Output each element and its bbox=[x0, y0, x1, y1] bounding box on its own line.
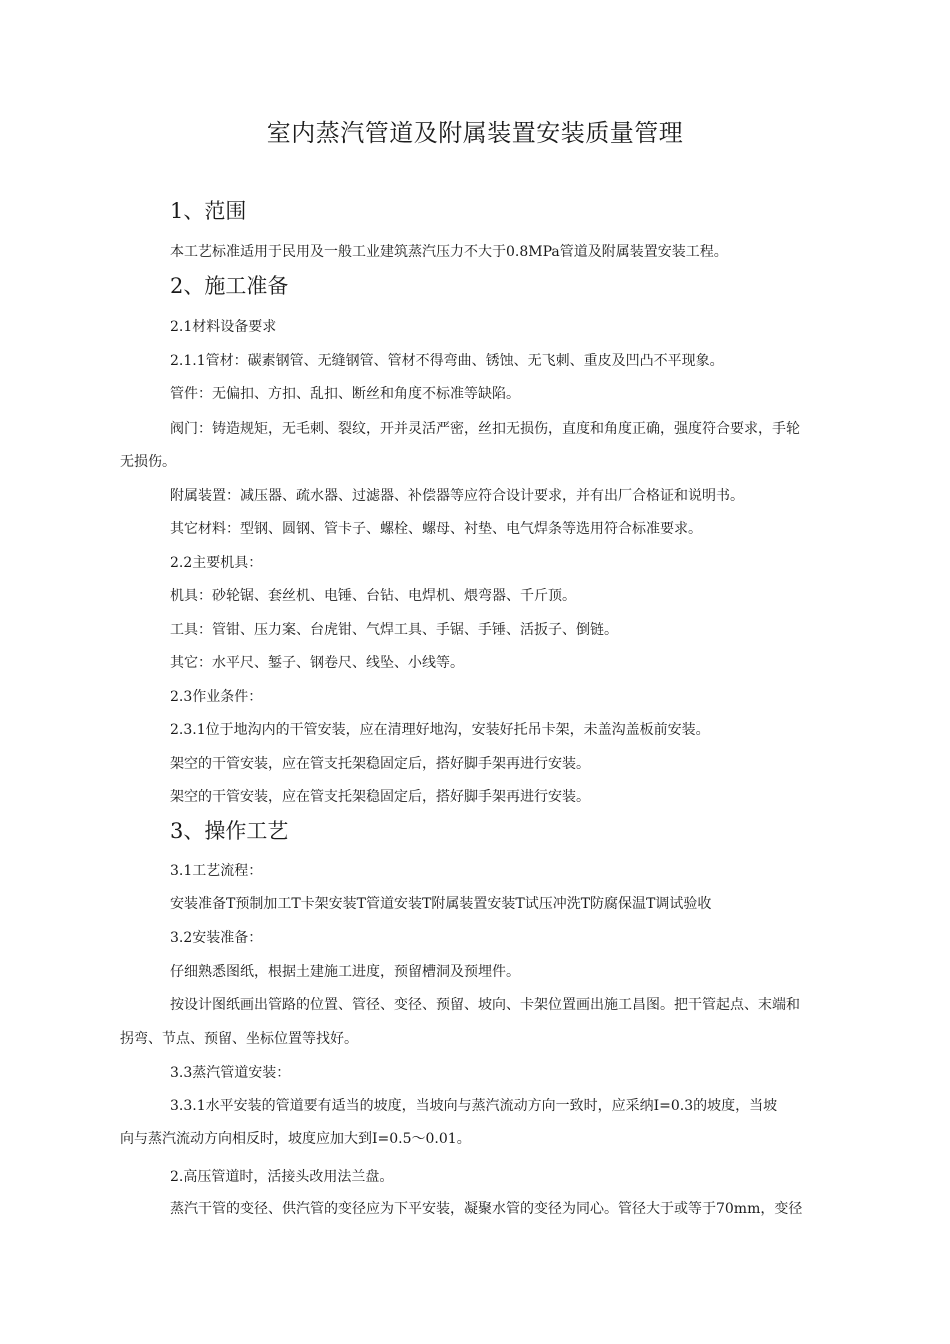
section-heading-scope: 1、范围 bbox=[170, 199, 247, 223]
paragraph: 附属装置：减压器、疏水器、过滤器、补偿器等应符合设计要求，并有出厂合格证和说明书。 bbox=[170, 488, 744, 504]
paragraph-continuation: 拐弯、节点、预留、坐标位置等找好。 bbox=[120, 1031, 358, 1047]
section-heading-preparation: 2、施工准备 bbox=[170, 274, 289, 298]
paragraph: 工具：管钳、压力案、台虎钳、气焊工具、手锯、手锤、活扳子、倒链。 bbox=[170, 622, 618, 638]
paragraph: 本工艺标准适用于民用及一般工业建筑蒸汽压力不大于0.8MPa管道及附属装置安装工程。 bbox=[170, 244, 728, 260]
paragraph: 阀门：铸造规矩，无毛刺、裂纹，开并灵活严密，丝扣无损伤，直度和角度正确，强度符合要求，手轮 bbox=[170, 421, 800, 437]
subheading: 2.2主要机具： bbox=[170, 555, 263, 571]
paragraph: 3.3.1水平安装的管道要有适当的坡度，当坡向与蒸汽流动方向一致时，应采纳I=0.3的坡度，当坡 bbox=[170, 1098, 778, 1114]
paragraph: 机具：砂轮锯、套丝机、电锤、台钻、电焊机、煨弯器、千斤顶。 bbox=[170, 588, 576, 604]
paragraph: 其它：水平尺、錾子、钢卷尺、线坠、小线等。 bbox=[170, 655, 464, 671]
paragraph: 管件：无偏扣、方扣、乱扣、断丝和角度不标准等缺陷。 bbox=[170, 386, 520, 402]
subheading: 3.2安装准备： bbox=[170, 930, 263, 946]
paragraph: 其它材料：型钢、圆钢、管卡子、螺栓、螺母、衬垫、电气焊条等选用符合标准要求。 bbox=[170, 521, 702, 537]
subheading: 2.3作业条件： bbox=[170, 689, 263, 705]
paragraph: 架空的干管安装，应在管支托架稳固定后，搭好脚手架再进行安装。 bbox=[170, 756, 590, 772]
paragraph-continuation: 无损伤。 bbox=[120, 454, 176, 470]
paragraph: 仔细熟悉图纸，根据土建施工进度，预留槽洞及预埋件。 bbox=[170, 964, 520, 980]
paragraph: 架空的干管安装，应在管支托架稳固定后，搭好脚手架再进行安装。 bbox=[170, 789, 590, 805]
document-title: 室内蒸汽管道及附属装置安装质量管理 bbox=[266, 119, 684, 147]
subheading: 2.1材料设备要求 bbox=[170, 319, 277, 335]
paragraph: 蒸汽干管的变径、供汽管的变径应为下平安装，凝聚水管的变径为同心。管径大于或等于70mm，变径 bbox=[170, 1201, 803, 1217]
paragraph: 2.1.1管材：碳素钢管、无缝钢管、管材不得弯曲、锈蚀、无飞刺、重皮及凹凸不平现象。 bbox=[170, 353, 724, 369]
paragraph: 2.3.1位于地沟内的干管安装，应在清理好地沟，安装好托吊卡架，未盖沟盖板前安装。 bbox=[170, 722, 710, 738]
paragraph: 2.高压管道时，活接头改用法兰盘。 bbox=[170, 1169, 394, 1185]
paragraph: 安装准备T预制加工T卡架安装T管道安装T附属装置安装T试压冲洗T防腐保温T调试验收 bbox=[170, 896, 712, 912]
paragraph-continuation: 向与蒸汽流动方向相反时，坡度应加大到I=0.5〜0.01。 bbox=[120, 1131, 471, 1147]
section-heading-operation: 3、操作工艺 bbox=[170, 819, 289, 843]
subheading: 3.1工艺流程： bbox=[170, 863, 263, 879]
subheading: 3.3蒸汽管道安装： bbox=[170, 1065, 291, 1081]
paragraph: 按设计图纸画出管路的位置、管径、变径、预留、坡向、卡架位置画出施工昌图。把干管起点、末端和 bbox=[170, 997, 800, 1013]
